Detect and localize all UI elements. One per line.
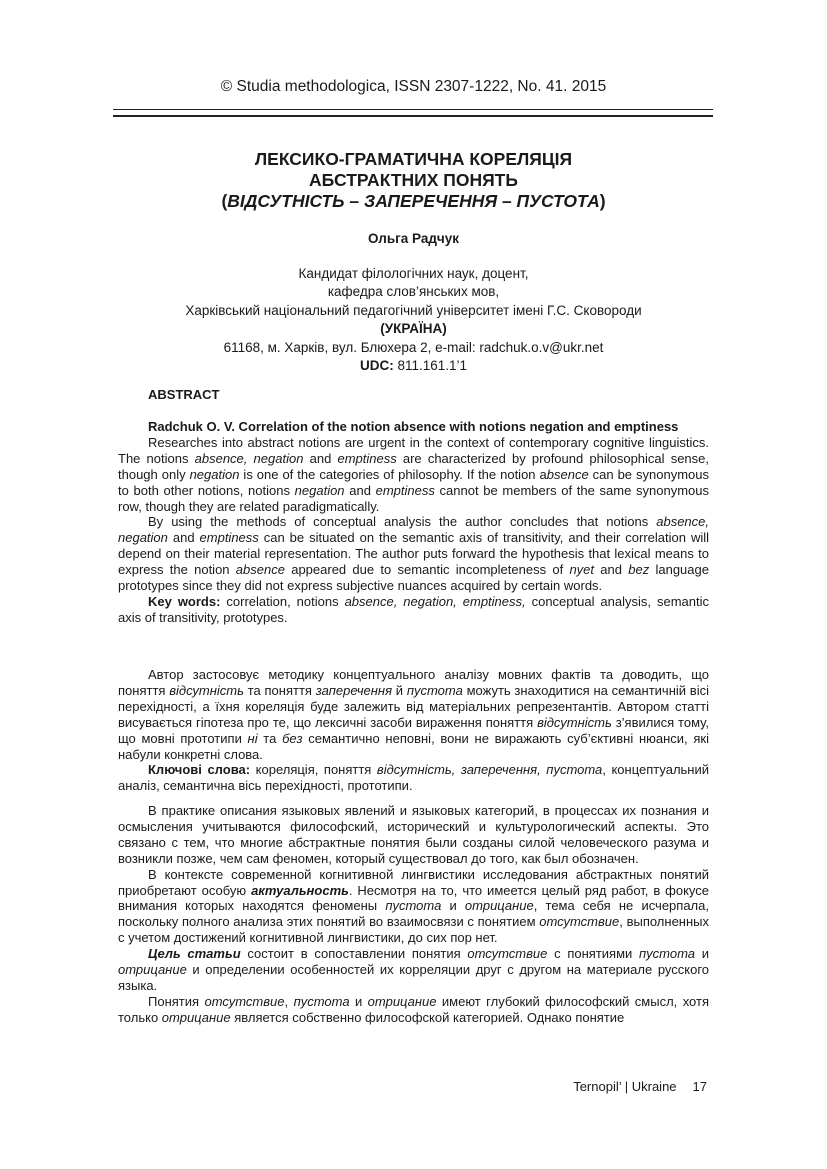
title-line-1: ЛЕКСИКО-ГРАМАТИЧНА КОРЕЛЯЦІЯ — [254, 149, 573, 169]
text-run: В контексте современной когнитивной лингвистики исследования абстрактных понятий приобретают особую — [118, 866, 709, 898]
title-keywords: ВІДСУТНІСТЬ – ЗАПЕРЕЧЕННЯ – ПУСТОТА — [227, 191, 600, 211]
text-run: та — [257, 730, 283, 746]
ukrainian-summary — [118, 667, 709, 794]
footer-place: Ternopil’ | Ukraine — [573, 1079, 677, 1094]
affiliation-country: (УКРАЇНА) — [380, 321, 447, 337]
italic-run: пустота — [406, 682, 463, 698]
text-run: имеют глубокий философский смысл, хотя только — [118, 993, 709, 1025]
italic-run: відсутність, заперечення, пустота — [376, 762, 603, 778]
text-run: и определении особенностей их корреляции друг с другом на материале русского языка. — [118, 962, 709, 993]
text-run: conceptual analysis, semantic axis of transitivity, prototypes. — [118, 593, 710, 625]
text-run: з’явилися тому, що мовні прототипи — [118, 714, 709, 746]
text-run: can be synonymous to both other notions, notions — [118, 466, 709, 498]
text-run: Понятия — [148, 993, 205, 1009]
affiliation-department: кафедра слов’янських мов, — [327, 284, 500, 300]
header-rule-thick — [113, 115, 713, 117]
italic-run: пустота — [385, 898, 442, 914]
affiliation-degree: Кандидат філологічних наук, доцент, — [298, 266, 529, 281]
bold-run: актуальность — [251, 882, 349, 898]
text-run: можуть знаходитися на семантичній вісі перехідності, а їхня кореляція буде залежить від матеріальних репрезентантів. Автором статті висувається гіпотеза про те, що лексичні засоби вираження поняття — [118, 682, 709, 730]
abstract-keywords — [118, 594, 709, 626]
affiliation-university: Харківський національний педагогічний університет імені Г.С. Сковороди — [185, 302, 642, 318]
italic-run: absence, negation — [118, 514, 709, 546]
italic-run: отсутствие — [204, 993, 285, 1009]
italic-run: nyet — [569, 562, 595, 578]
ukrainian-keywords — [118, 762, 709, 794]
text-run: В практике описания языковых явлений и языковых категорий, в процессах их познания и осмысления учитываются философский, исторический и культурологический аспекты. Это связано с тем, что многие абстрактные понятия были созданы силой человеческого разума и возникли позже, чем сам феномен, который существовал до того, как был обозначен. — [118, 803, 709, 866]
italic-run: отрицание — [464, 898, 534, 914]
text-run: Researches into abstract notions are urgent in the context of contemporary cognitive linguistics. The notions — [118, 434, 709, 466]
author-affiliation — [0, 265, 827, 375]
article-title — [0, 149, 827, 212]
affiliation-address: 61168, м. Харків, вул. Блюхера 2, e-mail: radchuk.o.v@ukr.net — [223, 339, 604, 355]
ukrainian-paragraph-1 — [118, 667, 709, 762]
abstract-citation: Radchuk O. V. Correlation of the notion absence with notions negation and emptiness — [148, 419, 679, 434]
author-name: Ольга Радчук — [367, 231, 460, 246]
text-run: является собственно философской категорией. Однако понятие — [230, 1009, 625, 1025]
abstract-paragraph-1 — [118, 435, 709, 515]
text-run: and — [344, 482, 376, 498]
italic-run: отрицание — [161, 1009, 231, 1025]
title-line-2: АБСТРАКТНИХ ПОНЯТЬ — [309, 170, 518, 190]
text-run: с понятиями — [547, 946, 640, 962]
text-run: and — [594, 562, 629, 578]
italic-run: відсутність — [169, 682, 244, 698]
text-run: can be situated on the semantic axis of transitivity, and their correlation will depend on their material representation. The author puts forward the hypothesis that lexical means to express the notion — [118, 530, 709, 578]
journal-header: © Studia methodologica, ISSN 2307-1222, No. 41. 2015 — [220, 78, 607, 95]
italic-run: emptiness — [199, 530, 259, 546]
udc-code: UDC: 811.161.1’1 — [359, 358, 468, 374]
text-run: language prototypes since they did not express subjective nuances acquired by certain words. — [118, 562, 709, 594]
italic-run: ні — [247, 730, 258, 746]
text-run: состоит в сопоставлении понятия — [240, 946, 468, 962]
main-paragraph-1 — [118, 803, 709, 867]
page-footer — [573, 1079, 707, 1094]
italic-run: absence, negation — [194, 450, 304, 466]
text-run: и — [349, 993, 368, 1009]
italic-run: заперечення — [315, 682, 393, 698]
italic-run: без — [282, 730, 303, 746]
text-run: , концептуальний аналіз, семантична вісь перехідності, прототипи. — [118, 762, 710, 794]
italic-run: emptiness — [337, 450, 397, 466]
italic-run: negation — [294, 482, 345, 498]
italic-run: bsence — [546, 466, 589, 482]
italic-run: отрицание — [367, 993, 437, 1009]
text-run: и — [695, 946, 709, 962]
italic-run: відсутність — [537, 714, 612, 730]
header-rule-thin — [113, 109, 713, 110]
text-run: , — [284, 993, 294, 1009]
italic-run: отсутствие — [467, 946, 548, 962]
title-line-3: (ВІДСУТНІСТЬ – ЗАПЕРЕЧЕННЯ – ПУСТОТА) — [221, 191, 606, 211]
bold-run: Ключові слова: — [148, 762, 251, 778]
text-run: By using the methods of conceptual analysis the author concludes that notions — [148, 514, 657, 530]
italic-run: emptiness — [375, 482, 435, 498]
italic-run: negation — [189, 466, 240, 482]
text-run: and — [303, 450, 338, 466]
text-run: , выполненных с учетом достижений когнитивной лингвистики, до сих пор нет. — [118, 914, 709, 946]
text-run: . Несмотря на то, что имеется целый ряд работ, в фокусе внимания которых находятся феномены — [118, 882, 709, 914]
abstract-heading: ABSTRACT — [148, 387, 220, 402]
italic-run: пустота — [293, 993, 350, 1009]
main-paragraph-4 — [118, 994, 709, 1026]
italic-run: absence, negation, emptiness, — [344, 593, 526, 609]
page-number: 17 — [692, 1079, 707, 1094]
italic-run: отсутствие — [539, 914, 620, 930]
text-run: Автор застосовує методику концептуального аналізу мовних фактів та доводить, що поняття — [118, 667, 709, 698]
bold-run: Цель статьи — [148, 946, 241, 962]
text-run: кореляція, поняття — [250, 762, 377, 778]
italic-run: absence — [235, 562, 285, 578]
text-run: correlation, notions — [220, 593, 345, 609]
main-text — [118, 803, 709, 1026]
text-run: are characterized by profound philosophical sense, though only — [118, 450, 710, 482]
bold-run: Key words: — [148, 593, 221, 609]
text-run: семантично неповні, вони не виражають суб’єктивні нюанси, які набули конкретні слова. — [118, 730, 709, 762]
text-run: and — [167, 530, 200, 546]
italic-run: отрицание — [118, 962, 187, 978]
text-run: , тема себя не исчерпала, поскольку полного анализа этих понятий во взаимосвязи с понятием — [118, 898, 709, 930]
abstract-paragraph-2 — [118, 514, 709, 594]
italic-run: пустота — [639, 946, 695, 962]
text-run: й — [392, 682, 407, 698]
text-run: is one of the categories of philosophy. If the notion a — [239, 466, 547, 482]
main-paragraph-3 — [118, 946, 709, 994]
abstract-section — [118, 419, 709, 626]
text-run: appeared due to semantic incompleteness of — [284, 562, 570, 578]
text-run: cannot be members of the same synonymous row, though they are related paradigmatically. — [118, 482, 709, 514]
main-paragraph-2 — [118, 867, 709, 947]
text-run: та поняття — [243, 682, 316, 698]
italic-run: bez — [628, 562, 650, 578]
text-run: и — [441, 898, 465, 914]
